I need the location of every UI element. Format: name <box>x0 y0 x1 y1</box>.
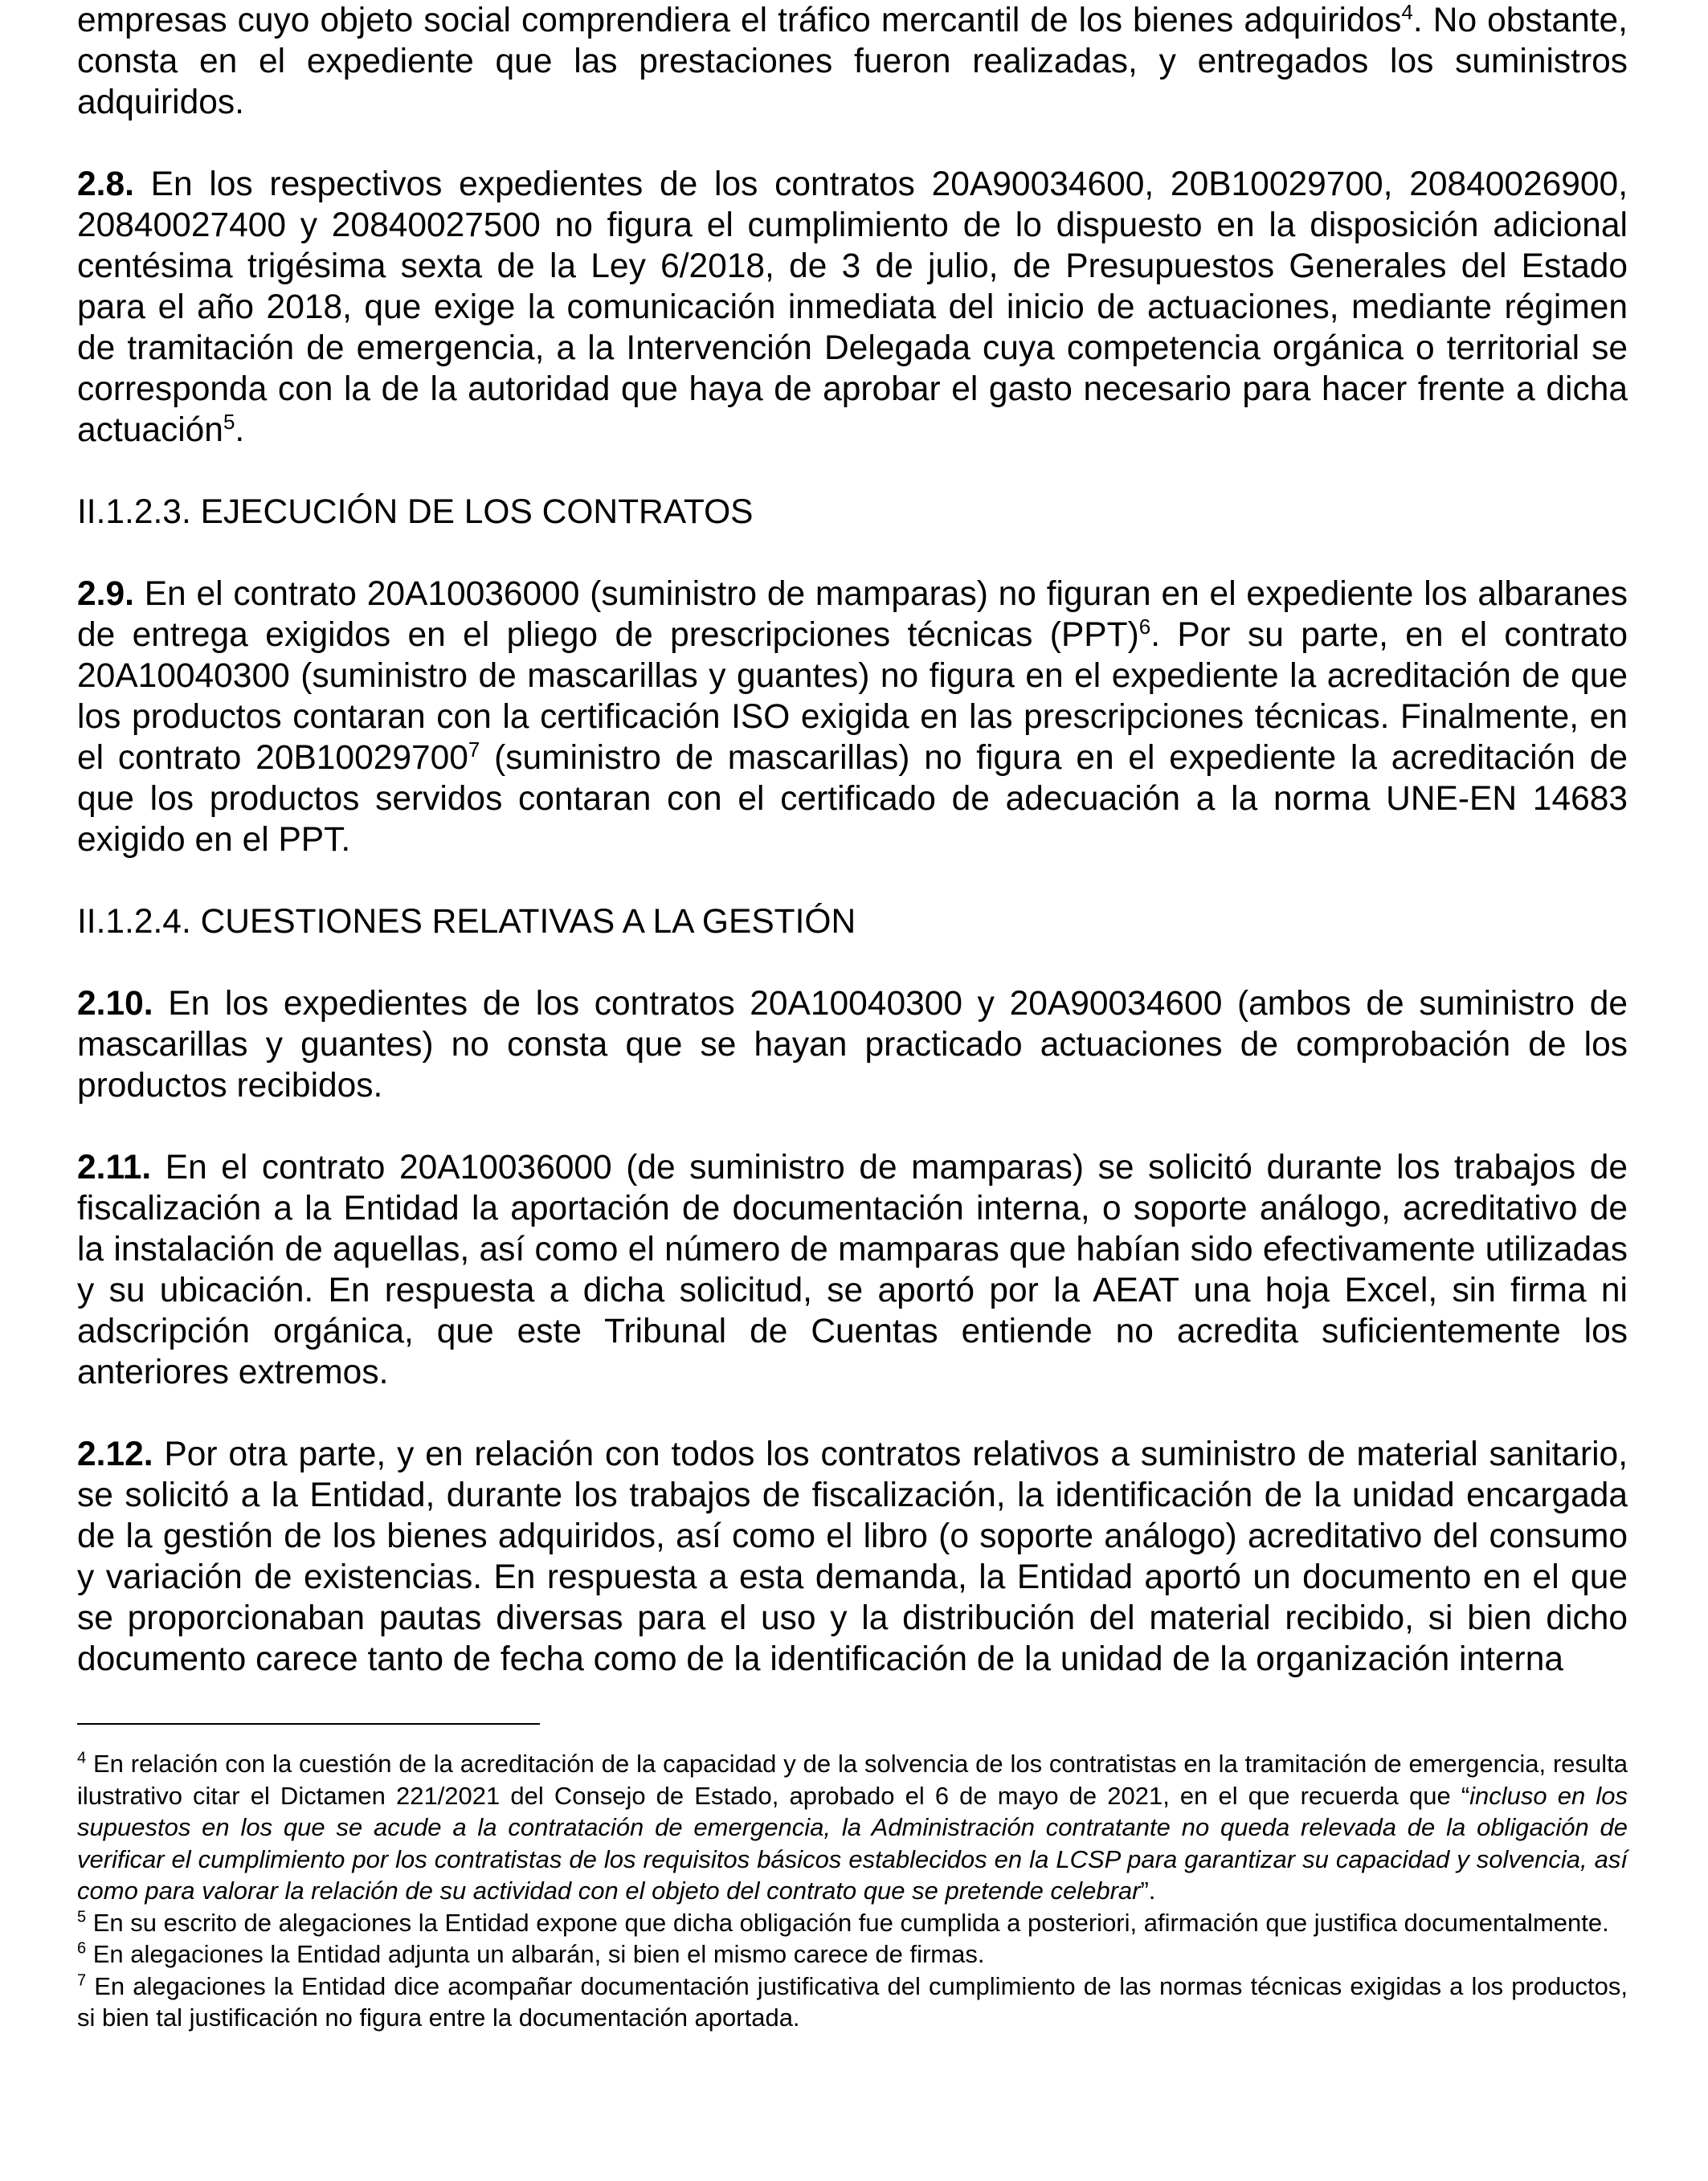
footnote-7: $^7$ En alegaciones la Entidad dice acompañar documentación justificativa del cumplimiento de las normas técnicas exigidas a los productos, si bien tal justificación no figura entre la documentación aportada. <box>77 1971 1628 2032</box>
paragraph-number: 2.12. <box>77 1436 153 1473</box>
footnote-ref-5[interactable]: 5 <box>223 409 235 434</box>
paragraph-2-12: 2.12. Por otra parte, y en relación con todos los contratos relativos a suministro de material sanitario, se solicitó a la Entidad, durante los trabajos de fiscalización, la identificación de la unidad encargada de la gestión de los bienes adquiridos, así como el libro (o soporte análogo) acreditativo del consumo y variación de existencias. En respuesta a esta demanda, la Entidad aportó un documento en el que se proporcionaban pautas diversas para el uso y la distribución del material recibido, si bien dicho documento carece tanto de fecha como de la identificación de la unidad de la organización interna <box>77 1436 1628 1678</box>
footnote-number: 7 <box>77 1971 87 1990</box>
footnote-number: 5 <box>77 1908 87 1926</box>
paragraph-number: 2.10. <box>77 985 153 1023</box>
section-heading-management: II.1.2.4. CUESTIONES RELATIVAS A LA GESTIÓN <box>77 903 856 941</box>
document-page <box>77 0 1628 1721</box>
paragraph-2-10: 2.10. En los expedientes de los contratos 20A10040300 y 20A90034600 (ambos de suministro de mascarillas y guantes) no consta que se hayan practicado actuaciones de comprobación de los productos recibidos. <box>77 985 1628 1105</box>
footnote-number: 4 <box>77 1749 87 1767</box>
footnote-quote: incluso en los supuestos en los que se acude a la contratación de emergencia, la Administración contratante no queda relevada de la obligación de verificar el cumplimiento por los contratistas de los requisitos básicos establecidos en la LCSP para garantizar su capacidad y solvencia, así como para valorar la relación de su actividad con el objeto del contrato que se pretende celebrar <box>77 1781 1628 1905</box>
footnote-number: 6 <box>77 1939 87 1958</box>
main-text <box>77 0 1628 1680</box>
footnote-5: $^5$ En su escrito de alegaciones la Entidad expone que dicha obligación fue cumplida a posteriori, afirmación que justifica documentalmente. <box>77 1908 1609 1937</box>
paragraph-2-11: 2.11. En el contrato 20A10036000 (de suministro de mamparas) se solicitó durante los trabajos de fiscalización a la Entidad la aportación de documentación interna, o soporte análogo, acreditativo de la instalación de aquellas, así como el número de mamparas que habían sido efectivamente utilizadas y su ubicación. En respuesta a dicha solicitud, se aportó por la AEAT una hoja Excel, sin firma ni adscripción orgánica, que este Tribunal de Cuentas entiende no acredita suficientemente los anteriores extremos. <box>77 1149 1628 1391</box>
paragraph-number: 2.8. <box>77 165 134 203</box>
section-heading-execution: II.1.2.3. EJECUCIÓN DE LOS CONTRATOS <box>77 493 754 531</box>
footnote-6: $^6$ En alegaciones la Entidad adjunta un albarán, si bien el mismo carece de firmas. <box>77 1939 985 1968</box>
footnotes <box>77 1748 1628 2034</box>
footnote-ref-4[interactable]: 4 <box>1401 0 1413 24</box>
paragraph-2-9: 2.9. En el contrato 20A10036000 (suministro de mamparas) no figuran en el expediente los albaranes de entrega exigidos en el pliego de prescripciones técnicas (PPT)$^6$. Por su parte, en el contrato 20A10040300 (suministro de mascarillas y guantes) no figura en el expediente la acreditación de que los productos contaran con la certificación ISO exigida en las prescripciones técnicas. Finalmente, en el contrato 20B10029700$^7$ (suministro de mascarillas) no figura en el expediente la acreditación de que los productos servidos contaran con el certificado de adecuación a la norma UNE-EN 14683 exigido en el PPT. <box>77 575 1628 859</box>
footnote-ref-7[interactable]: 7 <box>468 737 480 762</box>
paragraph-number: 2.11. <box>77 1149 152 1186</box>
paragraph-2-8: 2.8. En los respectivos expedientes de los contratos 20A90034600, 20B10029700, 20840026900, 20840027400 y 20840027500 no figura el cumplimiento de lo dispuesto en la disposición adicional centésima trigésima sexta de la Ley 6/2018, de 3 de julio, de Presupuestos Generales del Estado para el año 2018, que exige la comunicación inmediata del inicio de actuaciones, mediante régimen de tramitación de emergencia, a la Intervención Delegada cuya competencia orgánica o territorial se corresponda con la de la autoridad que haya de aprobar el gasto necesario para hacer frente a dicha actuación$^5$. <box>77 165 1628 449</box>
paragraph-number: 2.9. <box>77 575 134 613</box>
footnote-4: $^4$ En relación con la cuestión de la acreditación de la capacidad y de la solvencia de los contratistas en la tramitación de emergencia, resulta ilustrativo citar el Dictamen 221/2021 del Consejo de Estado, aprobado el 6 de mayo de 2021, en el que recuerda que “incluso en los supuestos en los que se acude a la contratación de emergencia, la Administración contratante no queda relevada de la obligación de verificar el cumplimiento por los contratistas de los requisitos básicos establecidos en la LCSP para garantizar su capacidad y solvencia, así como para valorar la relación de su actividad con el objeto del contrato que se pretende celebrar”. <box>77 1749 1628 1905</box>
paragraph-continuation: empresas cuyo objeto social comprendiera el tráfico mercantil de los bienes adquiridos$^4$. No obstante, consta en el expediente que las prestaciones fueron realizadas, y entregados los suministros adquiridos. <box>77 0 1628 121</box>
footnote-separator <box>77 1723 540 1725</box>
footnote-ref-6[interactable]: 6 <box>1138 614 1151 639</box>
